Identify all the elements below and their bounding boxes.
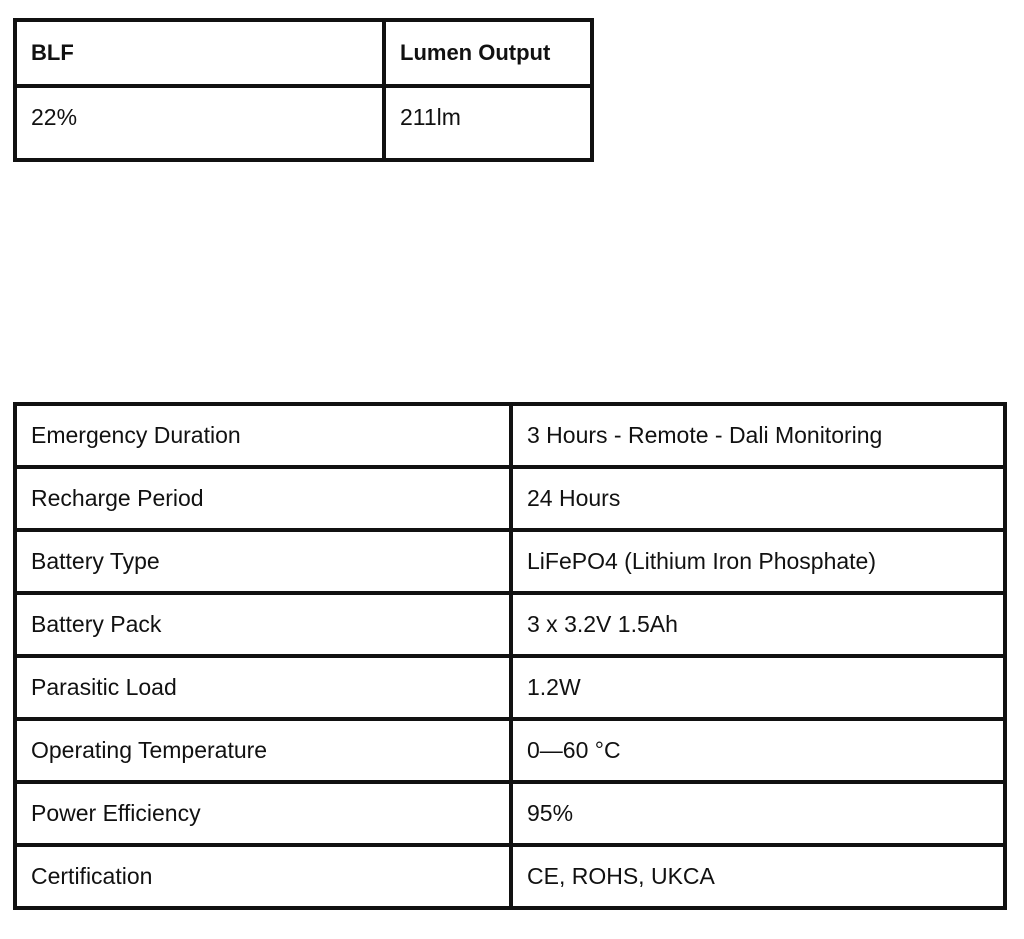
table-row: [15, 86, 592, 160]
table-row: [15, 530, 1005, 593]
spec-label: Parasitic Load: [15, 656, 511, 719]
blf-lumen-table: [13, 18, 594, 162]
blf-header: BLF: [15, 20, 384, 86]
table-row: [15, 845, 1005, 908]
spec-value: 3 x 3.2V 1.5Ah: [511, 593, 1005, 656]
table-row: [15, 719, 1005, 782]
lumen-output-header: Lumen Output: [384, 20, 592, 86]
spec-value: 1.2W: [511, 656, 1005, 719]
spec-label: Certification: [15, 845, 511, 908]
blf-value: 22%: [15, 86, 384, 160]
spec-value: 24 Hours: [511, 467, 1005, 530]
spec-value: 95%: [511, 782, 1005, 845]
spec-value: LiFePO4 (Lithium Iron Phosphate): [511, 530, 1005, 593]
table-row: [15, 656, 1005, 719]
table-row: [15, 467, 1005, 530]
table-header-row: [15, 20, 592, 86]
spec-value: 3 Hours - Remote - Dali Monitoring: [511, 404, 1005, 467]
table-row: [15, 404, 1005, 467]
table-row: [15, 593, 1005, 656]
lumen-output-value: 211lm: [384, 86, 592, 160]
spec-label: Recharge Period: [15, 467, 511, 530]
spec-value: CE, ROHS, UKCA: [511, 845, 1005, 908]
spec-label: Battery Pack: [15, 593, 511, 656]
table-row: [15, 782, 1005, 845]
specification-table: [13, 402, 1007, 910]
spec-label: Operating Temperature: [15, 719, 511, 782]
spec-label: Emergency Duration: [15, 404, 511, 467]
spec-value: 0—60 °C: [511, 719, 1005, 782]
spec-label: Power Efficiency: [15, 782, 511, 845]
spec-label: Battery Type: [15, 530, 511, 593]
